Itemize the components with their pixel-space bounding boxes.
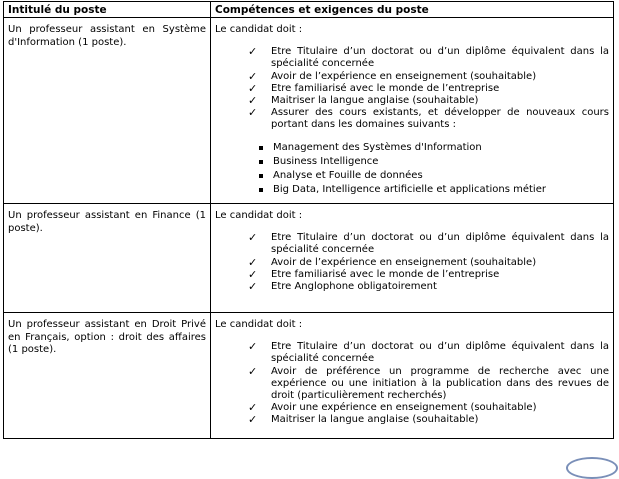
checkmark-icon: ✓ xyxy=(248,280,258,294)
check-item-text: Avoir de l’expérience en enseignement (souhaitable) xyxy=(271,70,537,82)
stamp-seal-icon xyxy=(566,457,618,479)
position-title: Un professeur assistant en Système d'Information (1 poste). xyxy=(4,18,211,204)
domain-item-text: Analyse et Fouille de données xyxy=(273,169,423,181)
checkmark-icon: ✓ xyxy=(248,81,258,95)
checkmark-icon: ✓ xyxy=(248,401,258,415)
domain-item-text: Management des Systèmes d'Information xyxy=(273,141,482,153)
check-item xyxy=(248,94,609,108)
check-item-text: Etre Titulaire d’un doctorat ou d’un diplôme équivalent dans la spécialité concernée xyxy=(271,232,609,256)
check-item-text: Etre familiarisé avec le monde de l’entreprise xyxy=(271,82,500,94)
check-item-text: Avoir de l’expérience en enseignement (souhaitable) xyxy=(271,256,537,268)
checkmark-icon: ✓ xyxy=(248,94,258,108)
square-bullet-icon xyxy=(259,160,263,164)
domain-item xyxy=(259,141,609,155)
checkmark-icon: ✓ xyxy=(248,45,258,59)
check-item-text: Assurer des cours existants, et développer de nouveaux cours portant dans les domaines suivants : xyxy=(271,107,609,131)
document-sheet xyxy=(3,1,613,439)
check-item xyxy=(248,81,609,95)
requirements-intro: Le candidat doit : xyxy=(215,319,303,330)
check-item-text: Etre familiarisé avec le monde de l’entreprise xyxy=(271,268,500,280)
domain-item xyxy=(259,155,609,169)
square-bullet-icon xyxy=(259,174,263,178)
requirements-cell xyxy=(211,204,614,313)
requirements-cell xyxy=(211,18,614,204)
check-item-text: Avoir de préférence un programme de recherche avec une expérience ou une initiation à la publication dans des revues de droit (particulièrement recherchés) xyxy=(271,365,609,402)
check-item xyxy=(248,364,609,403)
checkmark-icon: ✓ xyxy=(248,267,258,281)
check-item xyxy=(248,231,609,256)
domain-item-text: Business Intelligence xyxy=(273,155,379,167)
square-bullet-icon xyxy=(259,146,263,150)
position-title: Un professeur assistant en Droit Privé en Français, option : droit des affaires (1 poste). xyxy=(4,313,211,439)
check-item xyxy=(248,413,609,427)
table-header-row xyxy=(4,2,614,18)
check-item-text: Etre Anglophone obligatoirement xyxy=(271,281,437,293)
check-list xyxy=(215,232,609,293)
checkmark-icon: ✓ xyxy=(248,413,258,427)
square-bullet-icon xyxy=(259,188,263,192)
check-list xyxy=(215,341,609,426)
checkmark-icon: ✓ xyxy=(248,255,258,269)
checkmark-icon: ✓ xyxy=(248,364,258,378)
position-title: Un professeur assistant en Finance (1 poste). xyxy=(4,204,211,313)
domain-item-text: Big Data, Intelligence artificielle et applications métier xyxy=(273,183,546,195)
checkmark-icon: ✓ xyxy=(248,106,258,120)
check-list xyxy=(215,46,609,131)
domain-item xyxy=(259,169,609,183)
checkmark-icon: ✓ xyxy=(248,231,258,245)
requirements-intro: Le candidat doit : xyxy=(215,24,303,35)
table-row xyxy=(4,204,614,313)
requirements-intro: Le candidat doit : xyxy=(215,210,303,221)
job-requirements-table xyxy=(3,1,614,439)
checkmark-icon: ✓ xyxy=(248,69,258,83)
domain-list xyxy=(215,141,609,197)
check-item xyxy=(248,340,609,365)
check-item xyxy=(248,106,609,131)
check-item-text: Etre Titulaire d’un doctorat ou d’un diplôme équivalent dans la spécialité concernée xyxy=(271,341,609,365)
check-item xyxy=(248,69,609,83)
checkmark-icon: ✓ xyxy=(248,340,258,354)
check-item xyxy=(248,401,609,415)
header-requirements: Compétences et exigences du poste xyxy=(211,2,614,18)
header-position: Intitulé du poste xyxy=(4,2,211,18)
check-item-text: Avoir une expérience en enseignement (souhaitable) xyxy=(271,402,537,414)
check-item-text: Maitriser la langue anglaise (souhaitable) xyxy=(271,95,479,107)
check-item-text: Maitriser la langue anglaise (souhaitable) xyxy=(271,414,479,426)
domain-item xyxy=(259,183,609,197)
table-row xyxy=(4,18,614,204)
check-item xyxy=(248,267,609,281)
requirements-cell xyxy=(211,313,614,439)
check-item xyxy=(248,45,609,70)
check-item xyxy=(248,255,609,269)
check-item-text: Etre Titulaire d’un doctorat ou d’un diplôme équivalent dans la spécialité concernée xyxy=(271,46,609,70)
table-row xyxy=(4,313,614,439)
check-item xyxy=(248,280,609,294)
